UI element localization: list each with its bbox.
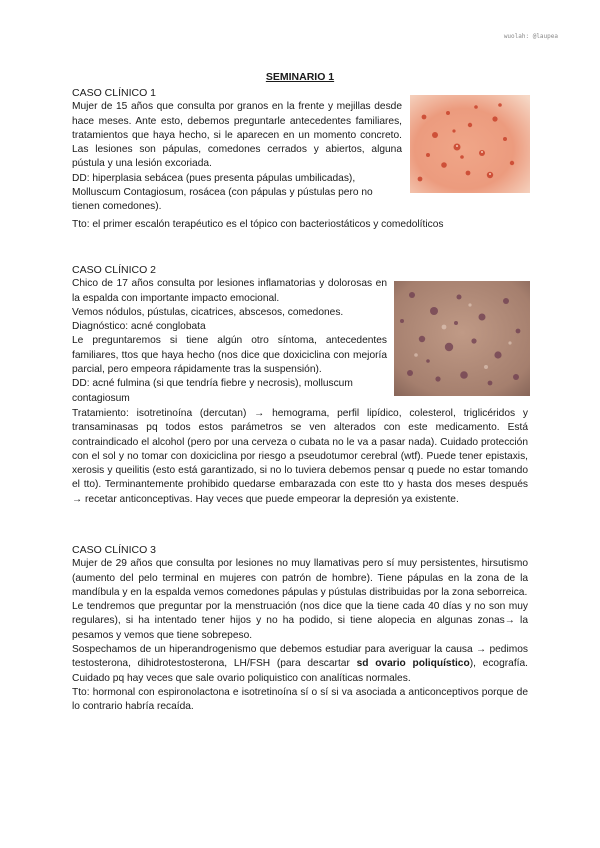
case-3-workup bbox=[72, 643, 528, 686]
case-2-heading: CASO CLÍNICO 2 bbox=[72, 264, 157, 276]
case-1-treatment: Tto: el primer escalón terapéutico es el tópico con bacteriostáticos y comedolíticos bbox=[72, 219, 444, 230]
page-title: SEMINARIO 1 bbox=[265, 71, 335, 83]
facial-acne-photo bbox=[410, 95, 530, 193]
case-3-workup-bold: sd ovario poliquístico bbox=[356, 658, 470, 670]
case-2-treatment-block bbox=[72, 407, 528, 507]
case-1-heading: CASO CLÍNICO 1 bbox=[72, 87, 157, 99]
case-2-findings: Vemos nódulos, pústulas, cicatrices, abscesos, comedones. bbox=[72, 306, 344, 318]
case-2-diagnosis: Diagnóstico: acné conglobata bbox=[72, 321, 206, 333]
case-1-text bbox=[72, 86, 402, 215]
case-2-history: Le preguntaremos si tiene algún otro síntoma, antecedentes familiares, ttos que haya hecho (nos dice que doxiciclina con mejoría parcial, pero empeora rápidamente tras la suspensión). bbox=[72, 335, 387, 376]
case-3-treatment: Tto: hormonal con espironolactona e isotretinoína sí o sí si va asociada a anticonceptivos porque de lo contrario habría recaída. bbox=[72, 686, 528, 713]
case-3-workup-a: Sospechamos de un hiperandrogenismo que debemos estudiar para averiguar la causa → pedimos testosterona, dihidrotestosterona, LH/FSH (para descartar bbox=[72, 644, 528, 670]
case-1-treatment-block bbox=[72, 218, 542, 232]
case-3-paragraph: Mujer de 29 años que consulta por lesiones no muy llamativas pero sí muy persistentes, hirsutismo (aumento del pelo terminal en mujeres con patrón de hombre). Tiene pápulas en la zona de la mandíbula y en la espalda vemos comedones pápulas y pústulas distribuidas por la zona seborreica. bbox=[72, 558, 528, 598]
back-acne-photo bbox=[394, 281, 530, 396]
case-3-heading: CASO CLÍNICO 3 bbox=[72, 544, 157, 556]
case-2-dd: DD: acné fulmina (si que tendría fiebre y necrosis), molluscum contagiosum bbox=[72, 378, 353, 404]
case-3-history: Le tendremos que preguntar por la menstruación (nos dice que la tiene cada 40 días y no son muy regulares), si ha intentado tener hijos y no ha podido, si tiene alopecia en algunas zonas→ la pesamos y vemos que tiene sobrepeso. bbox=[72, 601, 528, 641]
case-2-paragraph: Chico de 17 años consulta por lesiones inflamatorias y dolorosas en la espalda con importante impacto emocional. bbox=[72, 278, 387, 304]
case-2-text bbox=[72, 263, 387, 406]
case-3-workup-b: ), ecografía. Cuidado pq hay veces que sale ovario poliquistico con analíticas normales. bbox=[72, 658, 528, 684]
case-1-paragraph: Mujer de 15 años que consulta por granos en la frente y mejillas desde hace meses. Ante esto, debemos preguntarle antecedentes familiares, tratamientos que haya hecho, si le aparecen en un momento concreto. Las lesiones son pápulas, comedones cerrados y abiertos, alguna pústula y una lesión excoriada. bbox=[72, 101, 402, 170]
watermark: wuolah: @laupea bbox=[503, 33, 558, 40]
case-3-text bbox=[72, 543, 528, 715]
case-2-treatment: Tratamiento: isotretinoína (dercutan) → hemograma, perfil lipídico, colesterol, triglicéridos y transaminasas pq todos estos parámetros se ven alterados con este medicamento. Está contraindicado el alcohol (pero por una cerveza o cubata no le va a pasar nada). Cuidado protección con el sol y no tomar con doxiciclina por riesgo a pseudotumor cerebral (wtf). Puede tener epistaxis, xerosis y queilitis (esto está garantizado, si no lo tuviera debemos pensar q puede no estar tomando el tto). Terminantemente prohibido quedarse embarazada con este tto y hasta dos meses después → recetar anticonceptivas. Hay veces que puede empeorar la depresión ya existente. bbox=[72, 408, 528, 505]
case-1-dd: DD: hiperplasia sebácea (pues presenta pápulas umbilicadas), Molluscum Contagiosum, rosácea (con pápulas y pústulas pero no tienen comedones). bbox=[72, 172, 373, 213]
